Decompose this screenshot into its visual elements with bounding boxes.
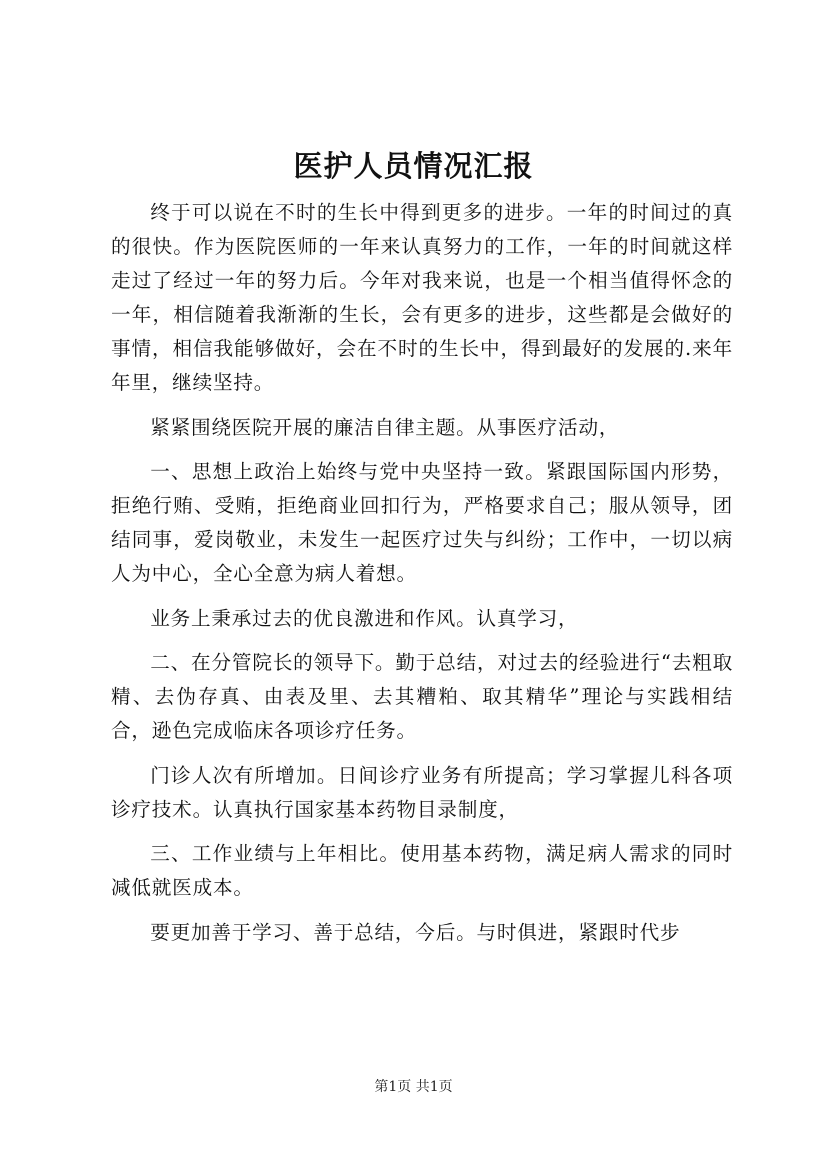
paragraph-1: 终于可以说在不时的生长中得到更多的进步。一年的时间过的真的很快。作为医院医师的一年来认真努力的工作，一年的时间就这样走过了经过一年的努力后。今年对我来说，也是一个相当值得怀念的一年，相信随着我渐渐的生长，会有更多的进步，这些都是会做好的事情，相信我能够做好，会在不时的生长中，得到最好的发展的.来年年里，继续坚持。 bbox=[111, 201, 733, 394]
page-title: 医护人员情况汇报 bbox=[293, 149, 534, 183]
paragraph-6: 门诊人次有所增加。日间诊疗业务有所提高；学习掌握儿科各项诊疗技术。认真执行国家基本药物目录制度， bbox=[111, 763, 733, 821]
page-number-footer: 第1页 共1页 bbox=[374, 1079, 453, 1095]
paragraph-7: 三、工作业绩与上年相比。使用基本药物，满足病人需求的同时减低就医成本。 bbox=[111, 842, 733, 899]
paragraph-5: 二、在分管院长的领导下。勤于总结，对过去的经验进行“去粗取精、去伪存真、由表及里、去其糟粕、取其精华”理论与实践相结合，逊色完成临床各项诊疗任务。 bbox=[111, 651, 733, 742]
paragraph-4: 业务上秉承过去的优良激进和作风。认真学习， bbox=[150, 606, 579, 630]
paragraph-2: 紧紧围绕医院开展的廉洁自律主题。从事医疗活动， bbox=[150, 415, 620, 439]
document-body bbox=[111, 196, 733, 960]
paragraph-8: 要更加善于学习、善于总结，今后。与时俱进，紧跟时代步 bbox=[150, 920, 681, 944]
paragraph-3: 一、思想上政治上始终与党中央坚持一致。紧跟国际国内形势，拒绝行贿、受贿，拒绝商业回扣行为，严格要求自己；服从领导，团结同事，爱岗敬业，未发生一起医疗过失与纠纷；工作中，一切以病人为中心，全心全意为病人着想。 bbox=[111, 460, 733, 585]
